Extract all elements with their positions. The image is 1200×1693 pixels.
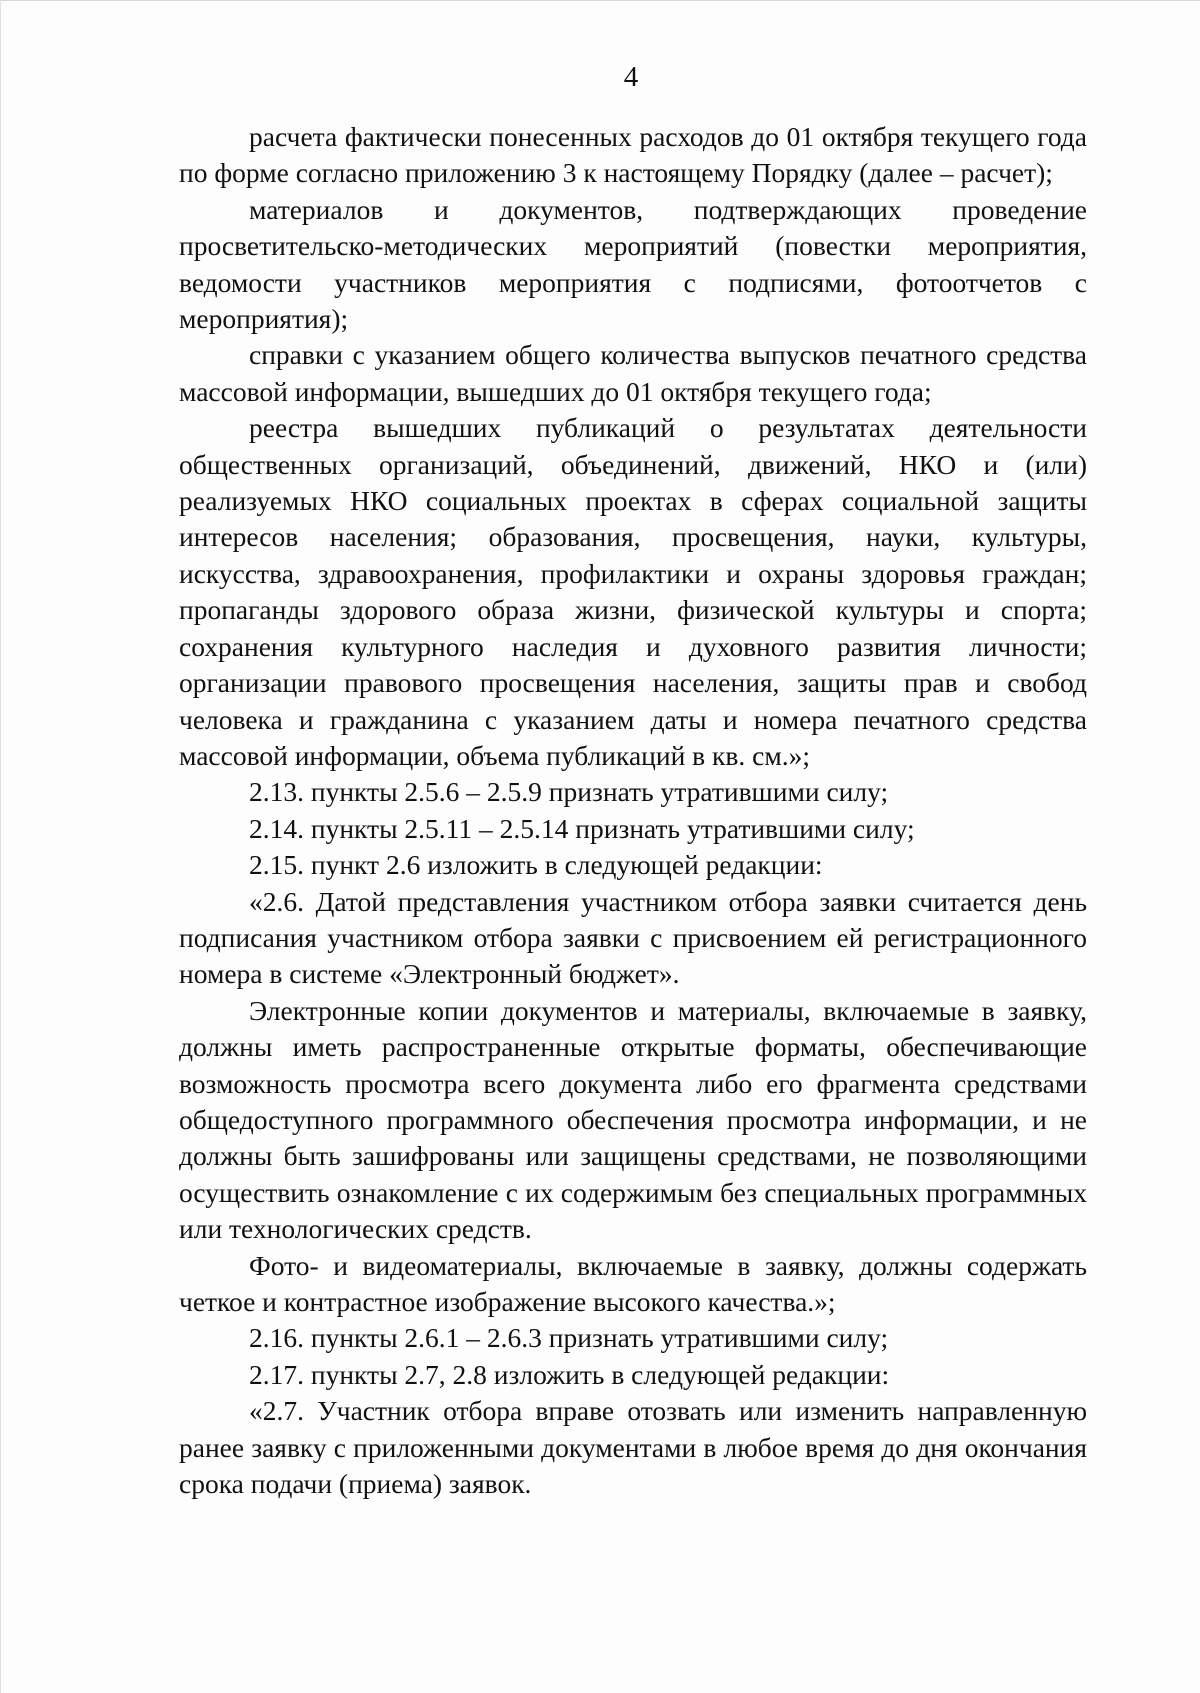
paragraph: «2.6. Датой представления участником отбора заявки считается день подписания участником отбора заявки с присвоением ей регистрационного номера в системе «Электронный бюджет».	[179, 885, 1087, 990]
paragraph: 2.16. пункты 2.6.1 – 2.6.3 признать утратившими силу;	[249, 1322, 889, 1354]
paragraph: 2.17. пункты 2.7, 2.8 изложить в следующей редакции:	[249, 1358, 890, 1390]
paragraph: 2.15. пункт 2.6 изложить в следующей редакции:	[249, 849, 823, 881]
paragraph: расчета фактически понесенных расходов до 01 октября текущего года по форме согласно приложению 3 к настоящему Порядку (далее – расчет);	[179, 121, 1087, 189]
paragraph: 2.13. пункты 2.5.6 – 2.5.9 признать утратившими силу;	[249, 776, 889, 808]
paragraph: материалов и документов, подтверждающих проведение просветительско-методических мероприятий (повестки мероприятия, ведомости участников мероприятия с подписями, фотоотчетов с мероприятия);	[179, 193, 1087, 335]
paragraph: Фото- и видеоматериалы, включаемые в заявку, должны содержать четкое и контрастное изображение высокого качества.»;	[179, 1249, 1087, 1317]
page-number: 4	[623, 61, 639, 93]
paragraph: реестра вышедших публикаций о результатах деятельности общественных организаций, объединений, движений, НКО и (или) реализуемых НКО социальных проектах в сферах социальной защиты интересов населения; образования, просвещения, науки, культуры, искусства, здравоохранения, профилактики и охраны здоровья граждан; пропаганды здорового образа жизни, физической культуры и спорта; сохранения культурного наследия и духовного развития личности; организации правового просвещения населения, защиты прав и свобод человека и гражданина с указанием даты и номера печатного средства массовой информации, объема публикаций в кв. см.»;	[179, 412, 1087, 771]
paragraph: Электронные копии документов и материалы, включаемые в заявку, должны иметь распространенные открытые форматы, обеспечивающие возможность просмотра всего документа либо его фрагмента средствами общедоступного программного обеспечения просмотра информации, и не должны быть зашифрованы или защищены средствами, не позволяющими осуществить ознакомление с их содержимым без специальных программных или технологических средств.	[179, 994, 1087, 1245]
paragraph: «2.7. Участник отбора вправе отозвать или изменить направленную ранее заявку с приложенными документами в любое время до дня окончания срока подачи (приема) заявок.	[179, 1395, 1087, 1500]
document-body	[179, 119, 1087, 1502]
paragraph: 2.14. пункты 2.5.11 – 2.5.14 признать утратившими силу;	[249, 812, 915, 844]
paragraph: справки с указанием общего количества выпусков печатного средства массовой информации, вышедших до 01 октября текущего года;	[179, 339, 1087, 407]
